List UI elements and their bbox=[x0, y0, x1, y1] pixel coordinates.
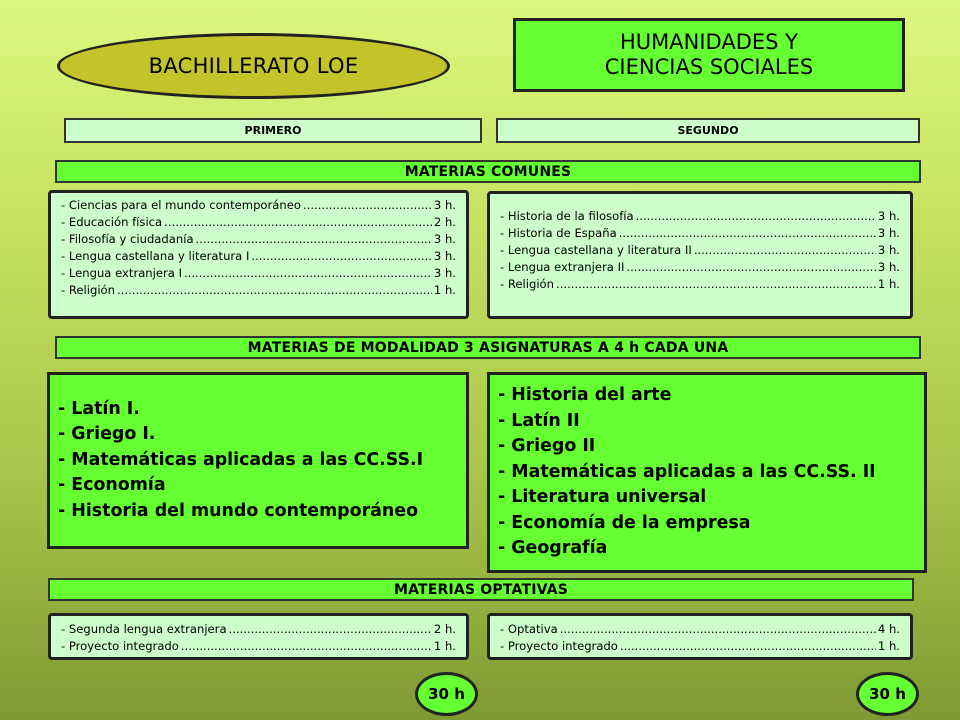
common-first-box bbox=[48, 190, 469, 319]
list-item: - Geografía bbox=[498, 538, 608, 559]
year-second-label: SEGUNDO bbox=[677, 124, 739, 137]
common-second-box bbox=[487, 191, 913, 319]
program-title-oval bbox=[57, 33, 450, 99]
list-item: - Filosofía y ciudadanía ..... 3 h. bbox=[61, 231, 456, 248]
list-item: - Lengua extranjera I ..... 3 h. bbox=[61, 265, 456, 282]
list-item: - Optativa ..... 4 h. bbox=[500, 621, 900, 638]
year-first-label: PRIMERO bbox=[244, 124, 302, 137]
list-item: - Latín I. bbox=[58, 398, 140, 419]
year-first-bar bbox=[64, 118, 482, 143]
optional-subjects-bar bbox=[48, 578, 914, 601]
year-second-bar bbox=[496, 118, 920, 143]
list-item: - Historia del mundo contemporáneo bbox=[58, 500, 419, 521]
list-item: - Proyecto integrado ..... 1 h. bbox=[61, 638, 456, 655]
program-title: BACHILLERATO LOE bbox=[148, 54, 359, 78]
list-item: - Literatura universal bbox=[498, 487, 707, 508]
list-item: - Matemáticas aplicadas a las CC.SS.I bbox=[58, 449, 424, 470]
list-item: - Educación física ..... 2 h. bbox=[61, 214, 456, 231]
modality-subjects-title: MATERIAS DE MODALIDAD 3 ASIGNATURAS A 4 h CADA UNA bbox=[247, 339, 729, 356]
list-item: - Griego I. bbox=[58, 424, 156, 445]
list-item: - Lengua extranjera II ..... 3 h. bbox=[500, 259, 900, 276]
list-item: - Matemáticas aplicadas a las CC.SS. II bbox=[498, 461, 876, 482]
modality-second-box bbox=[487, 372, 927, 573]
list-item: - Proyecto integrado ..... 1 h. bbox=[500, 638, 900, 655]
modality-title-line1: HUMANIDADES Y bbox=[620, 29, 798, 54]
common-subjects-bar bbox=[55, 160, 921, 183]
list-item: - Economía bbox=[58, 475, 166, 496]
modality-subjects-bar bbox=[55, 336, 921, 359]
list-item: - Lengua castellana y literatura II ..... 3 h. bbox=[500, 242, 900, 259]
total-hours-first: 30 h bbox=[428, 685, 465, 703]
list-item: - Segunda lengua extranjera ..... 2 h. bbox=[61, 621, 456, 638]
list-item: - Lengua castellana y literatura I ..... 3 h. bbox=[61, 248, 456, 265]
total-hours-second-oval bbox=[856, 672, 919, 716]
optional-second-box bbox=[487, 613, 913, 660]
list-item: - Griego II bbox=[498, 436, 596, 457]
list-item: - Historia del arte bbox=[498, 385, 672, 406]
total-hours-second: 30 h bbox=[869, 685, 906, 703]
list-item: - Ciencias para el mundo contemporáneo ..... 3 h. bbox=[61, 197, 456, 214]
modality-title-line2: CIENCIAS SOCIALES bbox=[604, 55, 814, 79]
list-item: - Religión ..... 1 h. bbox=[500, 276, 900, 293]
list-item: - Historia de España ..... 3 h. bbox=[500, 225, 900, 242]
list-item: - Latín II bbox=[498, 410, 580, 431]
list-item: - Economía de la empresa bbox=[498, 512, 751, 533]
common-subjects-title: MATERIAS COMUNES bbox=[404, 163, 572, 180]
total-hours-first-oval bbox=[415, 672, 478, 716]
list-item: - Religión ..... 1 h. bbox=[61, 282, 456, 299]
modality-first-box bbox=[47, 372, 469, 549]
modality-title-box bbox=[513, 18, 905, 92]
optional-first-box bbox=[48, 613, 469, 660]
optional-subjects-title: MATERIAS OPTATIVAS bbox=[393, 581, 569, 598]
list-item: - Historia de la filosofía ..... 3 h. bbox=[500, 208, 900, 225]
